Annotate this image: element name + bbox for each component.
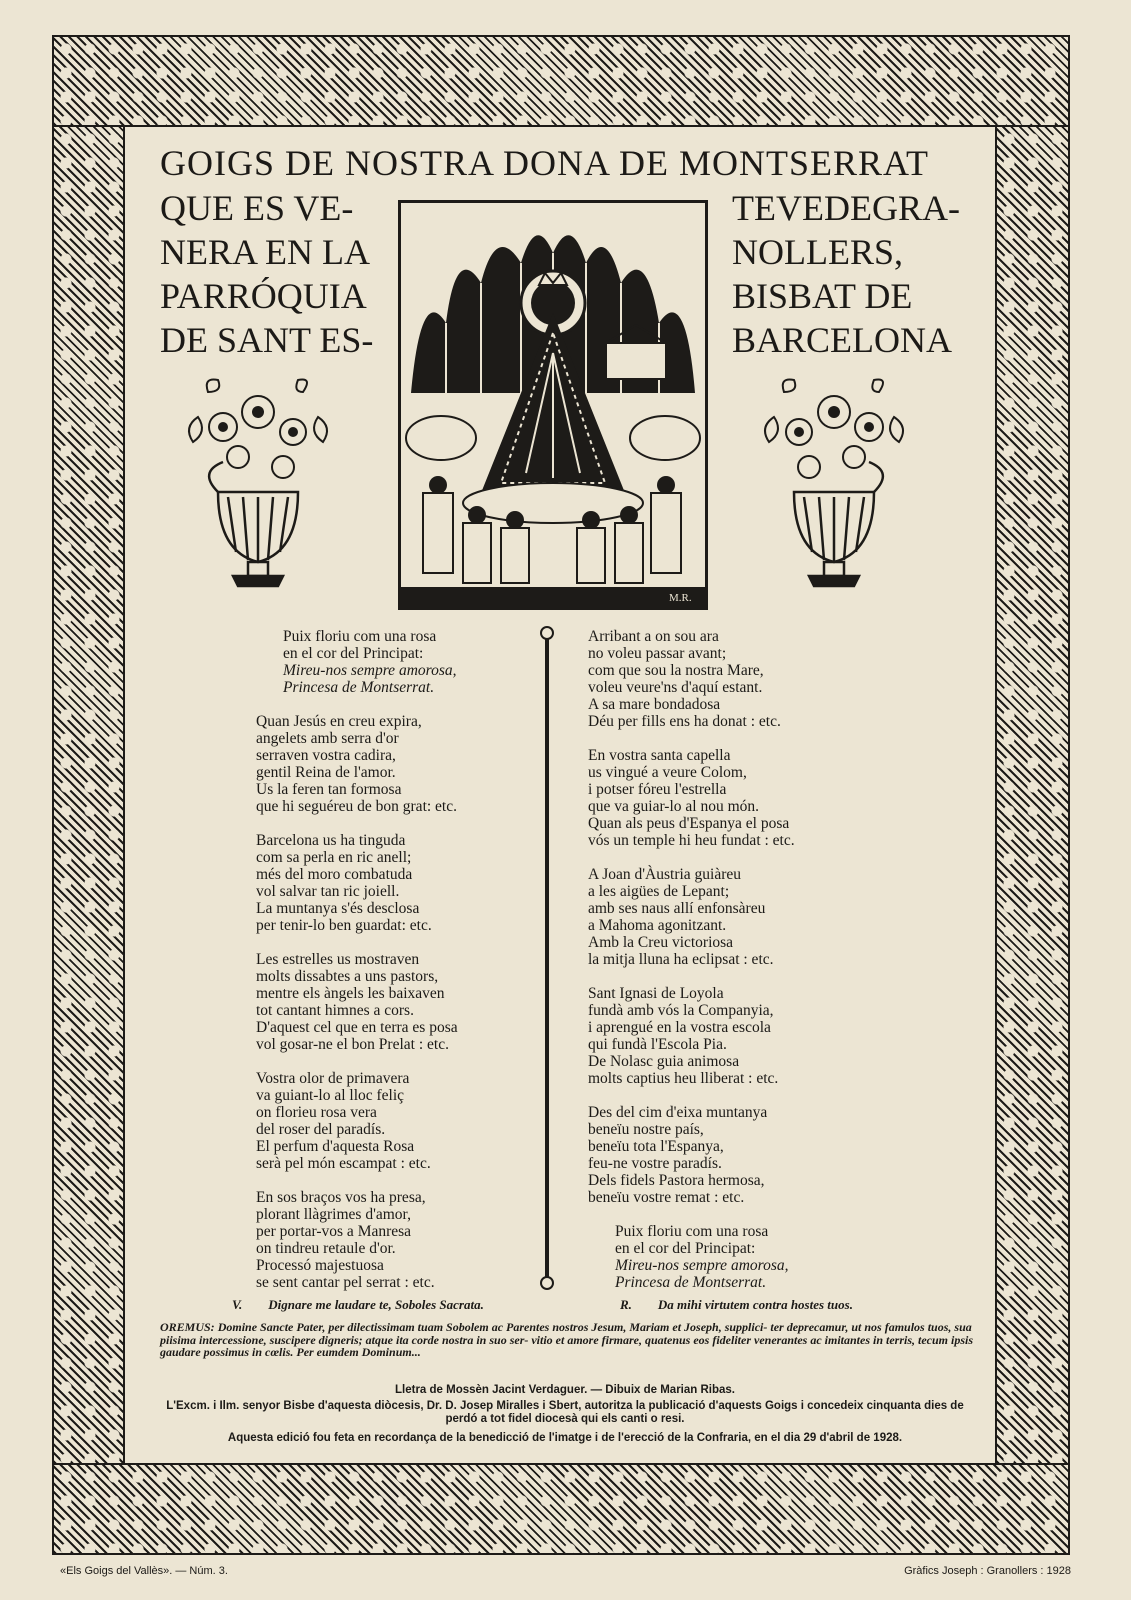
title-right-line: BARCELONA: [732, 320, 953, 360]
verse-line: El perfum d'aquesta Rosa: [256, 1138, 415, 1155]
verse-line: en el cor del Principat:: [615, 1240, 756, 1257]
verse-line: En sos braços vos ha presa,: [256, 1189, 426, 1206]
verse-line: Princesa de Montserrat.: [283, 679, 435, 696]
verse-line: [588, 1206, 888, 1223]
verse-line: vol salvar tan ric joiell.: [256, 883, 400, 900]
verse-line: voleu veure'ns d'aquí estant.: [588, 679, 763, 696]
verse-line: [256, 696, 536, 713]
verse-line: En vostra santa capella: [588, 747, 731, 764]
verse-line: beneïu nostre país,: [588, 1121, 704, 1138]
title-right-block: [732, 186, 972, 362]
ornamental-border-right: [995, 125, 1070, 1465]
verse-line: Mireu-nos sempre amorosa,: [283, 662, 457, 679]
verse-line: angelets amb serra d'or: [256, 730, 399, 747]
verse-line: gentil Reina de l'amor.: [256, 764, 396, 781]
verse-line: [588, 968, 888, 985]
ornamental-border-left: [52, 125, 125, 1465]
verse-line: Déu per fills ens ha donat : etc.: [588, 713, 781, 730]
verse-line: molts captius heu lliberat : etc.: [588, 1070, 779, 1087]
verses-right-column: [588, 628, 888, 1291]
verse-line: en el cor del Principat:: [283, 645, 424, 662]
verse-line: Barcelona us ha tinguda: [256, 832, 406, 849]
verse-line: com sa perla en ric anell;: [256, 849, 412, 866]
verse-line: beneïu tota l'Espanya,: [588, 1138, 724, 1155]
verse-line: Arribant a on sou ara: [588, 628, 719, 645]
verse-line: se sent cantar pel serrat : etc.: [256, 1274, 435, 1291]
verse-line: que va guiar-lo al nou món.: [588, 798, 760, 815]
verse-line: us vingué a veure Colom,: [588, 764, 747, 781]
credits-authors: Lletra de Mossèn Jacint Verdaguer. — Dibuix de Marian Ribas.: [395, 1384, 735, 1396]
verse-line: plorant llàgrimes d'amor,: [256, 1206, 411, 1223]
verse-line: on tindreu retaule d'or.: [256, 1240, 396, 1257]
verse-line: va guiant-lo al lloc feliç: [256, 1087, 405, 1104]
verse-line: amb ses naus allí enfonsàreu: [588, 900, 766, 917]
verse-line: Quan Jesús en creu expira,: [256, 713, 422, 730]
verse-line: com que sou la nostra Mare,: [588, 662, 764, 679]
verse-line: Us la feren tan formosa: [256, 781, 402, 798]
oremus-label: OREMUS:: [160, 1320, 215, 1334]
title-line-1: GOIGS DE NOSTRA DONA DE MONTSERRAT: [160, 143, 930, 183]
verse-line: per tenir-lo ben guardat: etc.: [256, 917, 432, 934]
verse-line: serraven vostra cadira,: [256, 747, 396, 764]
verse-line: Sant Ignasi de Loyola: [588, 985, 724, 1002]
verse-line: D'aquest cel que en terra es posa: [256, 1019, 458, 1036]
footer-collection: «Els Goigs del Vallès». — Núm. 3.: [60, 1565, 228, 1577]
title-left-line: PARRÓQUIA: [160, 276, 367, 316]
verse-line: Quan als peus d'Espanya el posa: [588, 815, 790, 832]
woodcut-signature: M.R.: [669, 592, 692, 604]
verse-line: per portar-vos a Manresa: [256, 1223, 412, 1240]
flower-vase-right-icon: [754, 372, 914, 602]
verse-line: serà pel món escampat : etc.: [256, 1155, 431, 1172]
oremus-text: Domine Sancte Pater, per dilectissimam tuam Sobolem ac Parentes nostros Jesum, Mariam et Joseph, supplici- ter deprecamur, ut nos famulos tuos, sua piisima intercessione, suscipere digneris; atque ita corde nostra in suo ser- vitio et amore firmare, quatenus eos fideliter venerantes ac imitantes in terris, tecum ipsis gaudare possimus in cœlis. Per eumdem Dominum...: [160, 1320, 974, 1359]
verse-line: Dels fidels Pastora hermosa,: [588, 1172, 765, 1189]
verse-line: Processó majestuosa: [256, 1257, 384, 1274]
verse-line: [256, 1172, 536, 1189]
oremus-prayer: [160, 1321, 980, 1359]
credits-edition: Aquesta edició fou feta en recordança de la benedicció de l'imatge i de l'erecció de la Confraria, en el dia 29 d'abril de 1928.: [227, 1432, 903, 1444]
ornamental-border-top: [52, 35, 1070, 127]
versicle-text: Dignare me laudare te, Soboles Sacrata.: [268, 1297, 484, 1312]
verse-line: qui fundà l'Escola Pia.: [588, 1036, 727, 1053]
verse-line: i potser fóreu l'estrella: [588, 781, 727, 798]
title-left-line: NERA EN LA: [160, 232, 370, 272]
verse-line: tot cantant himnes a cors.: [256, 1002, 414, 1019]
response-mark: R.: [620, 1297, 632, 1312]
verse-line: vol gosar-ne el bon Prelat : etc.: [256, 1036, 449, 1053]
verse-line: feu-ne vostre paradís.: [588, 1155, 722, 1172]
flower-vase-left-icon: [178, 372, 338, 602]
verse-line: Les estrelles us mostraven: [256, 951, 420, 968]
title-left-line: DE SANT ES-: [160, 320, 374, 360]
verse-line: [588, 1087, 888, 1104]
verse-line: mentre els àngels les baixaven: [256, 985, 445, 1002]
verse-line: [256, 934, 536, 951]
verse-line: Puix floriu com una rosa: [283, 628, 437, 645]
response: [620, 1297, 853, 1313]
verse-line: Vostra olor de primavera: [256, 1070, 410, 1087]
verse-line: que hi seguéreu de bon grat: etc.: [256, 798, 457, 815]
divider-top-ornament: [540, 626, 554, 640]
verse-line: fundà amb vós la Companyia,: [588, 1002, 774, 1019]
title-left-block: [160, 186, 390, 362]
verse-line: [256, 815, 536, 832]
verse-line: on florieu rosa vera: [256, 1104, 377, 1121]
verse-line: Mireu-nos sempre amorosa,: [615, 1257, 789, 1274]
verse-line: i aprengué en la vostra escola: [588, 1019, 771, 1036]
footer-printer: Gràfics Joseph : Granollers : 1928: [904, 1565, 1071, 1577]
virgin-montserrat-woodcut: [398, 200, 708, 610]
versicle: [232, 1297, 484, 1313]
column-divider: [545, 630, 549, 1282]
verse-line: a Mahoma agonitzant.: [588, 917, 727, 934]
verse-line: la mitja lluna ha eclipsat : etc.: [588, 951, 774, 968]
title-right-line: NOLLERS,: [732, 232, 903, 272]
title-left-line: QUE ES VE-: [160, 188, 354, 228]
divider-bottom-ornament: [540, 1276, 554, 1290]
woodcut-illustration: [401, 203, 705, 607]
response-text: Da mihi virtutem contra hostes tuos.: [657, 1297, 853, 1312]
ornamental-border-bottom: [52, 1463, 1070, 1555]
verse-line: del roser del paradís.: [256, 1121, 386, 1138]
verse-line: A Joan d'Àustria guiàreu: [588, 866, 742, 883]
verse-line: més del moro combatuda: [256, 866, 413, 883]
verse-line: molts dissabtes a uns pastors,: [256, 968, 439, 985]
verse-line: [256, 1053, 536, 1070]
verse-line: [588, 849, 888, 866]
verse-line: A sa mare bondadosa: [588, 696, 721, 713]
verse-line: no voleu passar avant;: [588, 645, 727, 662]
verse-line: Amb la Creu victoriosa: [588, 934, 734, 951]
verses-left-column: [256, 628, 536, 1291]
verse-line: a les aigües de Lepant;: [588, 883, 730, 900]
verse-line: Princesa de Montserrat.: [615, 1274, 767, 1291]
verse-line: [588, 730, 888, 747]
verse-line: beneïu vostre remat : etc.: [588, 1189, 745, 1206]
verse-line: Puix floriu com una rosa: [615, 1223, 769, 1240]
credits-approval: L'Excm. i Ilm. senyor Bisbe d'aquesta diòcesis, Dr. D. Josep Miralles i Sbert, autoritza la publicació d'aquests Goigs i concedeix cinquanta dies de perdó a tot fidel diocesà qui els canti o resi.: [166, 1400, 964, 1425]
title-right-line: TEVEDEGRA-: [732, 188, 960, 228]
verse-line: vós un temple hi heu fundat : etc.: [588, 832, 795, 849]
verse-line: La muntanya s'és desclosa: [256, 900, 420, 917]
verse-line: De Nolasc guia animosa: [588, 1053, 740, 1070]
title-right-line: BISBAT DE: [732, 276, 913, 316]
verse-line: Des del cim d'eixa muntanya: [588, 1104, 768, 1121]
versicle-mark: V.: [232, 1297, 243, 1312]
